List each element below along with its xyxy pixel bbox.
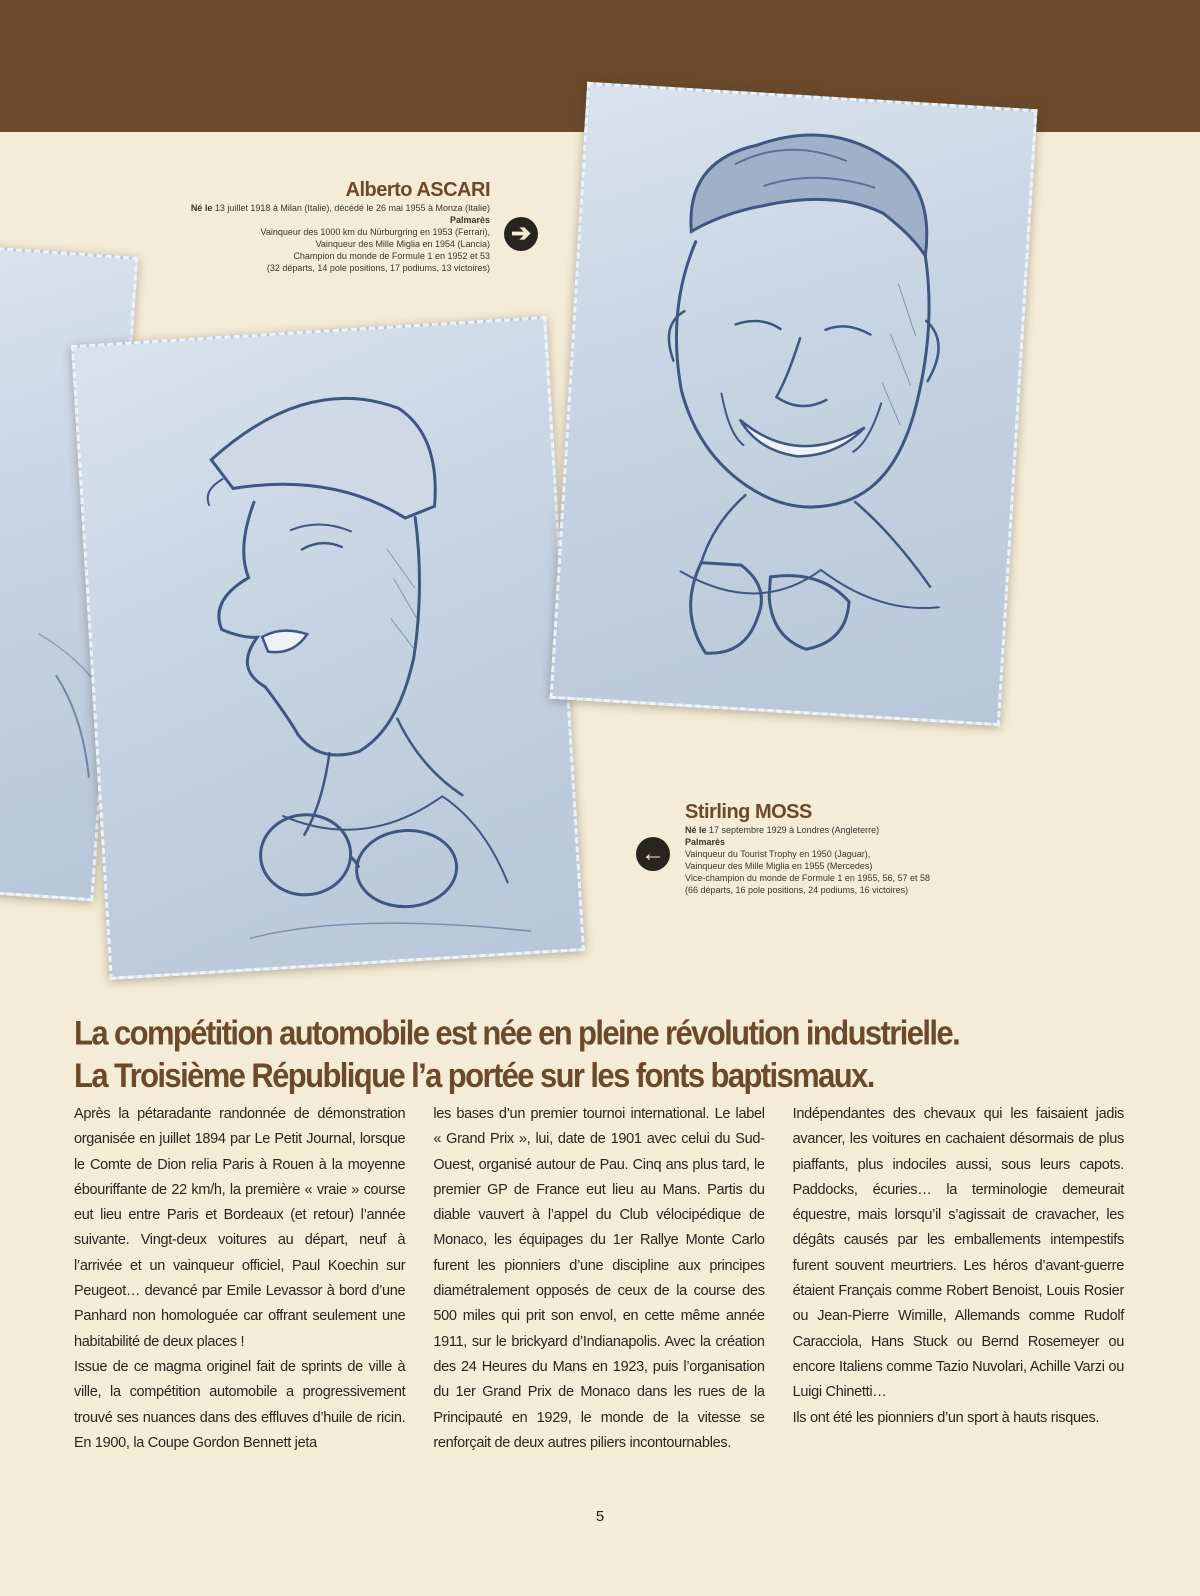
body-paragraph: Après la pétaradante randonnée de démonstration organisée en juillet 1894 par Le Petit Journal, lorsque le Comte de Dion relia Paris à Rouen à la moyenne ébouriffante de 22 km/h, la première « vraie » course eut lieu entre Paris et Bordeaux (et retour) l’année suivante. Vingt-deux voitures au départ, neuf à l’arrivée et un vainqueur officiel, Paul Koechin sur Peugeot… devancé par Emile Levassor à bord d’une Panhard non homologuée car offrant seulement une habitabilité de deux places ! [74,1106,406,1350]
moss-palmares-item: Vainqueur des Mille Miglia en 1955 (Mercedes) [685,861,873,871]
moss-born-text: 17 septembre 1929 à Londres (Angleterre) [709,825,880,835]
body-columns [74,1102,1124,1502]
moss-last-name: MOSS [754,801,812,823]
ascari-palmares-item: Champion du monde de Formule 1 en 1952 et 53 [293,251,490,261]
ascari-born-label: Né le [190,203,213,213]
moss-caricature-illustration [74,319,582,977]
headline-line-1: La compétition automobile est née en pleine révolution industrielle. [74,1013,960,1053]
body-column-1 [74,1102,405,1502]
body-column-3 [793,1102,1124,1502]
ascari-last-name: ASCARI [416,179,490,201]
ascari-first-name: Alberto [345,179,412,201]
moss-caption [685,800,1015,896]
moss-palmares-label: Palmarès [685,837,726,847]
ascari-caricature-card [550,82,1038,726]
moss-palmares-item: Vainqueur du Tourist Trophy en 1950 (Jaguar), [685,849,871,859]
moss-palmares-item: Vice-champion du monde de Formule 1 en 1955, 56, 57 et 58 [685,873,930,883]
moss-born [685,824,1015,836]
page-number: 5 [595,1508,605,1525]
ascari-palmares-item: (32 départs, 14 pole positions, 17 podiums, 13 victoires) [266,263,490,273]
body-paragraph: Ils ont été les pionniers d’un sport à hauts risques. [792,1409,1100,1426]
ascari-palmares-label: Palmarès [449,215,490,225]
body-paragraph: les bases d’un premier tournoi international. Le label « Grand Prix », lui, date de 1901 avec celui du Sud-Ouest, organisé autour de Pau. Cinq ans plus tard, le premier GP de France eut lieu au Mans. Partis du diable vauvert à l’appel du Club vélocipédique de Monaco, les équipages du 1er Rallye Monte Carlo furent les pionniers d’une discipline aux principes diamétralement opposés de ceux de la course des 500 miles qui prit son envol, en cette même année 1911, sur le brickyard d’Indianapolis. Avec la création des 24 Heures du Mans en 1923, puis l’organisation du 1er Grand Prix de Monaco dans les rues de la Principauté en 1929, le monde de la vitesse se renforçait de deux autres piliers incontournables. [433,1106,765,1451]
headline-line-2: La Troisième République l’a portée sur les fonts baptismaux. [74,1055,874,1095]
body-column-2 [433,1102,764,1502]
moss-caricature-card [71,316,585,980]
body-paragraph: Issue de ce magma originel fait de sprints de ville à ville, la compétition automobile a progressivement trouvé ses nuances dans des effluves d’huile de ricin. En 1900, la Coupe Gordon Bennett jeta [74,1358,406,1451]
ascari-palmares-item: Vainqueur des Mille Miglia en 1954 (Lancia) [315,239,490,249]
body-paragraph: Indépendantes des chevaux qui les faisaient jadis avancer, les voitures en cachaient désormais de plus piaffants, plus indociles aussi, sous leurs capots. Paddocks, écuries… la terminologie demeurait équestre, mais lorsqu’il s’agissait de cravacher, les dégâts causés par les emballements intempestifs furent souvent meurtriers. Les héros d’avant-guerre étaient Français comme Robert Benoist, Louis Rosier ou Jean-Pierre Wimille, Allemands comme Rudolf Caracciola, Hans Stuck ou Bernd Rosemeyer ou encore Italiens comme Tazio Nuvolari, Achille Varzi ou Luigi Chinetti… [792,1106,1124,1401]
ascari-name [150,178,490,202]
ascari-palmares-item: Vainqueur des 1000 km du Nürburgring en 1953 (Ferrari), [260,227,490,237]
ascari-born-text: 13 juillet 1918 à Milan (Italie), décédé le 26 mai 1955 à Monza (Italie) [214,203,490,213]
moss-born-label: Né le [685,825,707,835]
moss-first-name: Stirling [685,801,750,823]
ascari-caricature-illustration [553,85,1035,723]
arrow-right-icon: ➔ [504,217,538,251]
ascari-caption [150,178,490,274]
arrow-left-icon: ← [636,837,670,871]
ascari-born [150,202,490,214]
moss-name [685,800,1015,824]
page-headline [74,1012,1134,1097]
moss-palmares-item: (66 départs, 16 pole positions, 24 podiums, 16 victoires) [685,885,909,895]
